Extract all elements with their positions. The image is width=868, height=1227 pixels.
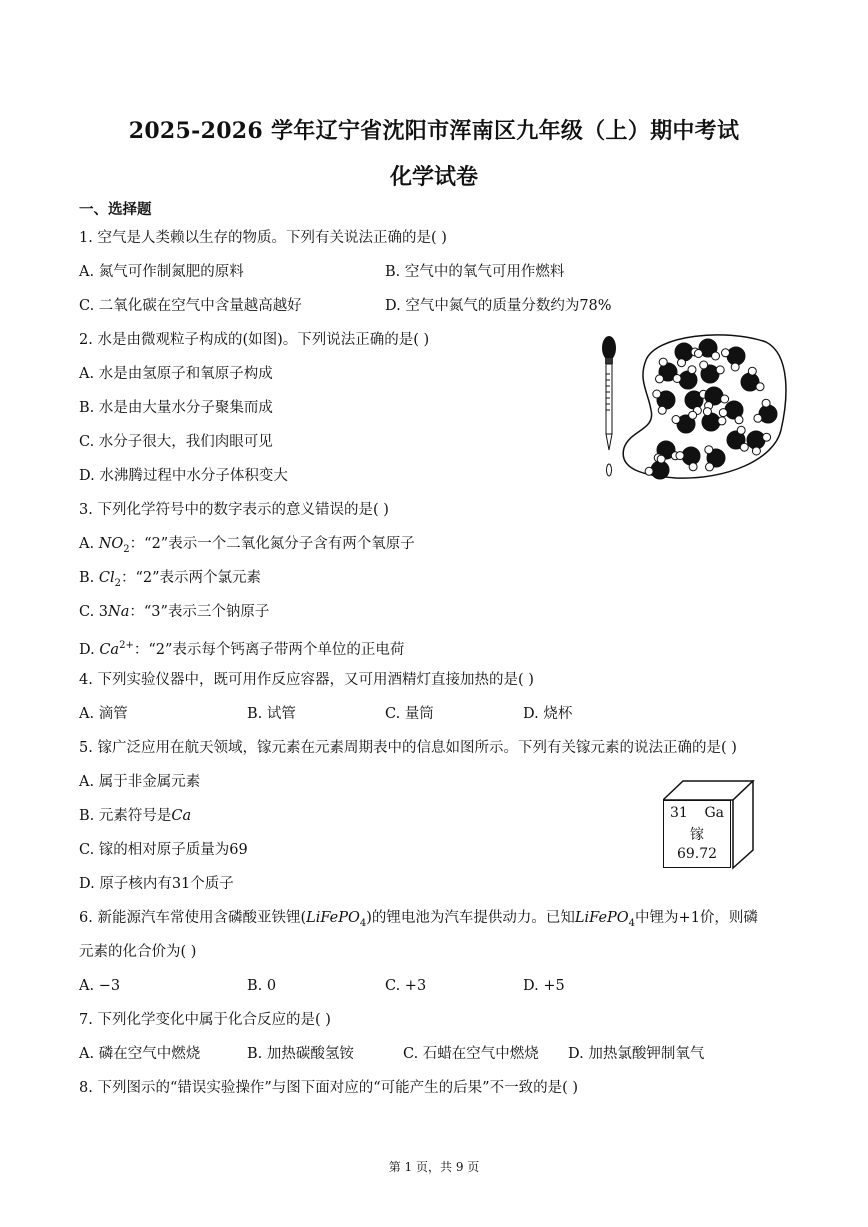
hydrogen-atom [722,349,730,357]
q8-stem: 8. 下列图示的“错误实验操作”与图下面对应的“可能产生的后果”不一致的是( ) [79,1080,579,1096]
hydrogen-atom [676,452,684,460]
oxygen-atom [702,413,720,431]
hydrogen-atom [705,446,713,454]
q4-option-a: A. 滴管 [79,706,128,722]
q1-option-b: B. 空气中的氧气可用作燃料 [385,264,565,280]
hydrogen-atom [657,455,665,463]
hydrogen-atom [645,467,653,475]
atomic-mass: 69.72 [676,846,718,862]
q1-option-d: D. 空气中氮气的质量分数约为78% [385,298,612,314]
q4-option-c: C. 量筒 [385,706,434,722]
hydrogen-atom [712,352,720,360]
section-heading: 一、选择题 [79,201,152,218]
hydrogen-atom [735,416,743,424]
hydrogen-atom [721,395,729,403]
q6-option-b: B. 0 [247,978,277,994]
hydrogen-atom [678,359,686,367]
q6-option-c: C. +3 [385,978,427,994]
hydrogen-atom [673,375,681,383]
element-name: 镓 [690,827,704,843]
hydrogen-atom [703,408,711,416]
q6-option-d: D. +5 [523,978,565,994]
hydrogen-atom [653,390,661,398]
q5-option-a: A. 属于非金属元素 [79,774,201,790]
oxygen-atom [651,461,669,479]
q2-option-c: C. 水分子很大，我们肉眼可见 [79,434,273,450]
hydrogen-atom [689,463,697,471]
q1-option-a: A. 氮气可作制氮肥的原料 [79,264,244,280]
q2-option-b: B. 水是由大量水分子聚集而成 [79,400,273,416]
q3-option-c: C. 3Na：“3”表示三个钠原子 [79,604,270,620]
hydrogen-atom [719,409,727,417]
atomic-number: 31 [670,805,688,821]
page-footer: 第 1 页，共 9 页 [388,1160,480,1174]
hydrogen-atom [672,416,680,424]
q4-option-b: B. 试管 [247,706,296,722]
hydrogen-atom [688,366,696,374]
hydrogen-atom [763,433,771,441]
q6-option-a: A. −3 [79,978,121,994]
q4-stem: 4. 下列实验仪器中，既可用作反应容器，又可用酒精灯直接加热的是( ) [79,672,534,688]
periodic-tile-gallium [663,780,755,870]
q7-option-a: A. 磷在空气中燃烧 [79,1046,201,1062]
q7-stem: 7. 下列化学变化中属于化合反应的是( ) [79,1012,331,1028]
oxygen-atom [682,447,700,465]
hydrogen-atom [737,426,745,434]
oxygen-atom [747,431,765,449]
q7-option-c: C. 石蜡在空气中燃烧 [403,1046,539,1062]
hydrogen-atom [689,411,697,419]
q5-option-b: B. 元素符号是Ca [79,808,192,824]
hydrogen-atom [659,358,667,366]
hydrogen-atom [718,417,726,425]
hydrogen-atom [740,443,748,451]
hydrogen-atom [752,447,760,455]
hydrogen-atom [716,366,724,374]
q6-stem-line2: 元素的化合价为( ) [79,944,197,960]
water-molecule-figure [596,330,788,482]
q2-stem: 2. 水是由微观粒子构成的(如图)。下列说法正确的是( ) [79,332,430,348]
element-symbol: Ga [704,805,724,821]
oxygen-atom [727,347,745,365]
hydrogen-atom [695,350,703,358]
hydrogen-atom [756,383,764,391]
q4-option-d: D. 烧杯 [523,706,573,722]
q7-option-d: D. 加热氯酸钾制氧气 [568,1046,705,1062]
q3-option-b: B. $Cl_2$：“2”表示两个氯元素 [79,570,262,589]
q3-option-d: D. $Ca^{2+}$：“2”表示每个钙离子带两个单位的正电荷 [79,640,405,658]
exam-subtitle: 化学试卷 [389,164,478,190]
hydrogen-atom [706,463,714,471]
hydrogen-atom [762,399,770,407]
hydrogen-atom [700,361,708,369]
q7-option-b: B. 加热碳酸氢铵 [247,1046,354,1062]
oxygen-atom [675,343,693,361]
q2-option-d: D. 水沸腾过程中水分子体积变大 [79,468,288,484]
q1-option-c: C. 二氧化碳在空气中含量越高越好 [79,298,302,314]
q3-stem: 3. 下列化学符号中的数字表示的意义错误的是( ) [79,502,389,518]
q2-option-a: A. 水是由氢原子和氧原子构成 [79,366,273,382]
hydrogen-atom [656,375,664,383]
q5-stem: 5. 镓广泛应用在航天领域，镓元素在元素周期表中的信息如图所示。下列有关镓元素的说法正确的是( ) [79,740,737,756]
hydrogen-atom [731,363,739,371]
exam-title: 2025-2026 学年辽宁省沈阳市浑南区九年级（上）期中考试 [128,118,740,144]
q3-option-a: A. $NO_2$：“2”表示一个二氧化氮分子含有两个氧原子 [79,536,415,555]
hydrogen-atom [658,406,666,414]
hydrogen-atom [748,367,756,375]
hydrogen-atom [754,414,762,422]
dropper-icon [602,336,616,476]
q5-option-d: D. 原子核内有31个质子 [79,876,234,892]
q6-stem: 6. 新能源汽车常使用含磷酸亚铁锂(LiFePO$_4$)的锂电池为汽车提供动力。已知LiFePO$_4$中锂为+1价，则磷 [79,910,758,929]
oxygen-atom [679,371,697,389]
q5-option-c: C. 镓的相对原子质量为69 [79,842,248,858]
q1-stem: 1. 空气是人类赖以生存的物质。下列有关说法正确的是( ) [79,230,447,246]
